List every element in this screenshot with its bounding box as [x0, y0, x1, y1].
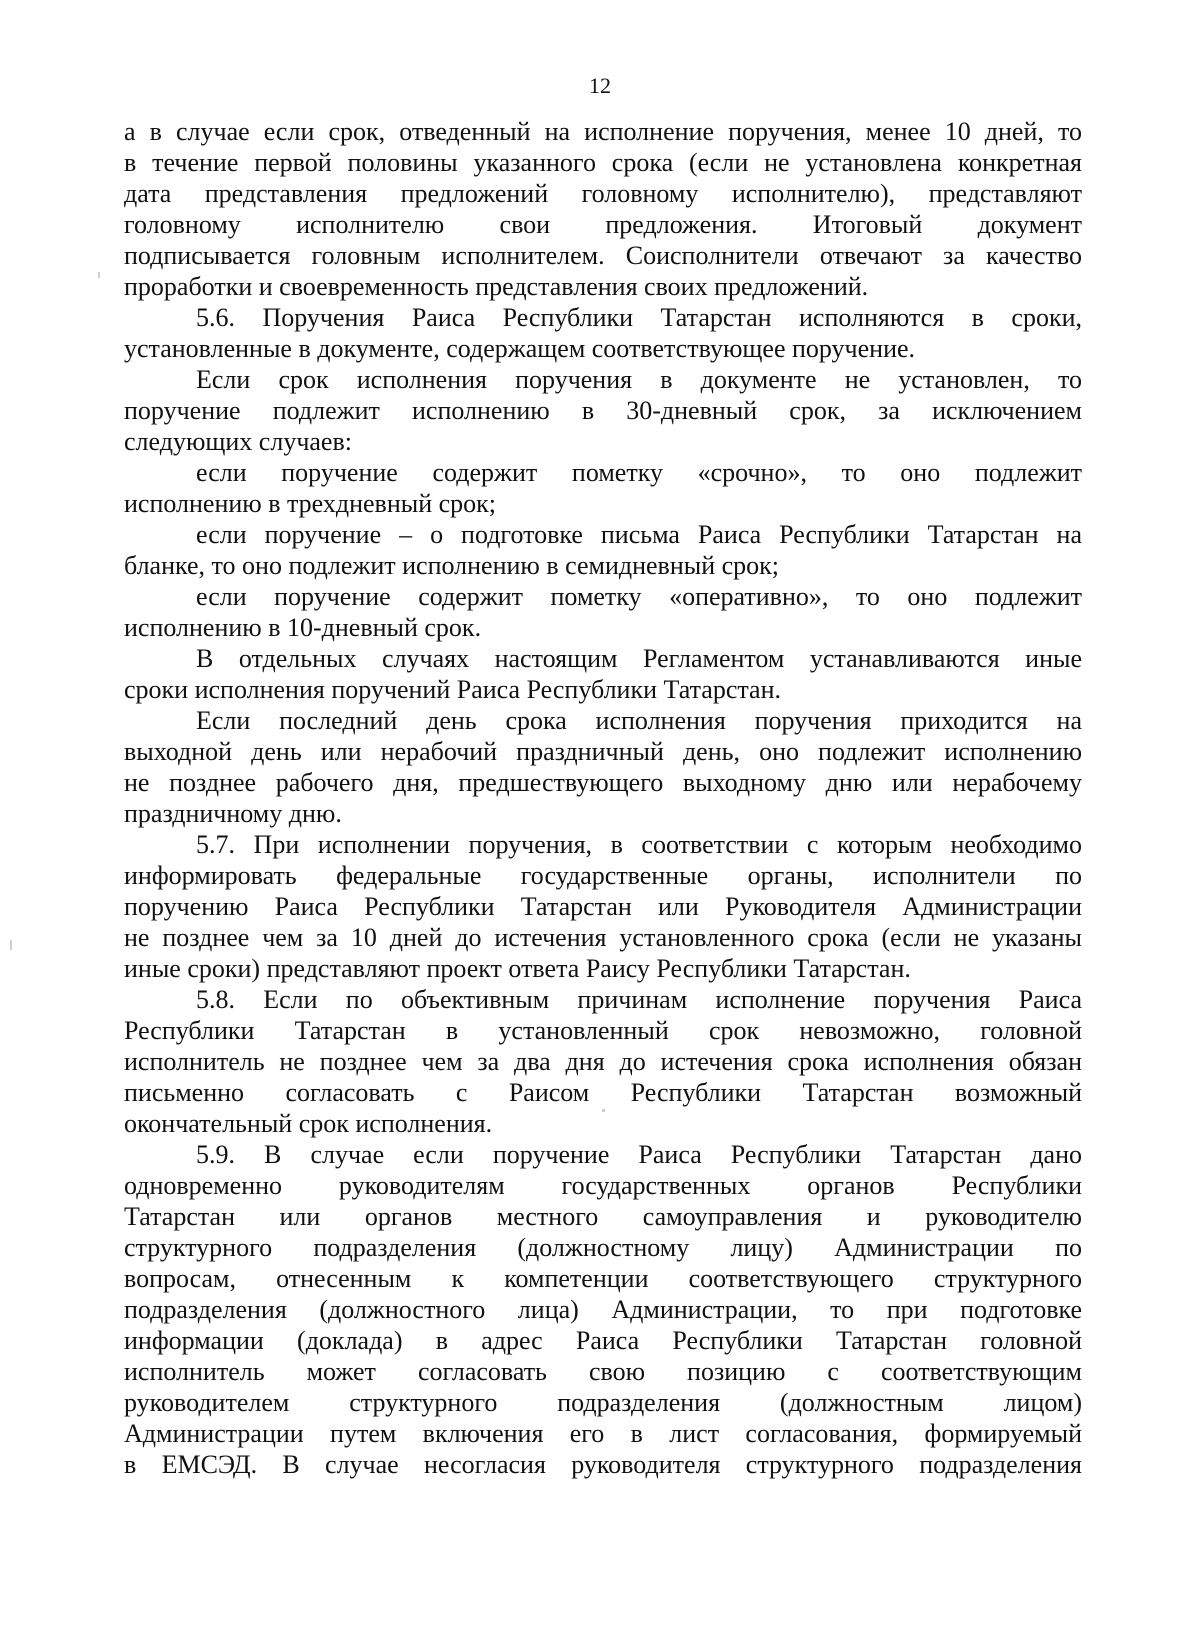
- text-line: 5.8. Если по объективным причинам исполнение поручения Раиса: [196, 985, 1082, 1014]
- text-line: одновременно руководителям государственных органов Республики: [124, 1171, 1082, 1200]
- text-line: если поручение содержит пометку «оперативно», то оно подлежит: [196, 582, 1082, 611]
- text-line: сроки исполнения поручений Раиса Республики Татарстан.: [124, 675, 781, 704]
- text-line: установленные в документе, содержащем соответствующее поручение.: [124, 334, 916, 363]
- text-line: 5.9. В случае если поручение Раиса Республики Татарстан дано: [196, 1140, 1082, 1169]
- text-line: проработки и своевременность представления своих предложений.: [124, 272, 869, 301]
- text-line: подразделения (должностного лица) Администрации, то при подготовке: [124, 1295, 1082, 1324]
- text-line: исполнению в трехдневный срок;: [124, 489, 497, 518]
- text-line: выходной день или нерабочий праздничный день, оно подлежит исполнению: [124, 737, 1082, 766]
- text-line: не позднее рабочего дня, предшествующего выходному дню или нерабочему: [124, 768, 1082, 797]
- text-line: если поручение содержит пометку «срочно», то оно подлежит: [196, 458, 1082, 487]
- text-line: головному исполнителю свои предложения. Итоговый документ: [124, 210, 1082, 239]
- text-line: исполнитель не позднее чем за два дня до истечения срока исполнения обязан: [124, 1047, 1082, 1076]
- scan-speck: [98, 272, 100, 278]
- text-line: Если срок исполнения поручения в документе не установлен, то: [196, 365, 1082, 394]
- text-line: окончательный срок исполнения.: [124, 1109, 493, 1138]
- text-line: иные сроки) представляют проект ответа Раису Республики Татарстан.: [124, 954, 911, 983]
- text-line: поручение подлежит исполнению в 30-дневный срок, за исключением: [124, 396, 1082, 425]
- text-line: в течение первой половины указанного срока (если не установлена конкретная: [124, 148, 1082, 177]
- text-line: письменно согласовать с Раисом Республики Татарстан возможный: [124, 1078, 1082, 1107]
- text-line: структурного подразделения (должностному лицу) Администрации по: [124, 1233, 1082, 1262]
- text-line: вопросам, отнесенным к компетенции соответствующего структурного: [124, 1264, 1082, 1293]
- text-line: исполнению в 10-дневный срок.: [124, 613, 482, 642]
- text-line: а в случае если срок, отведенный на исполнение поручения, менее 10 дней, то: [124, 117, 1082, 146]
- text-line: 5.7. При исполнении поручения, в соответствии с которым необходимо: [196, 830, 1082, 859]
- body-text: [124, 116, 1082, 1480]
- text-line: дата представления предложений головному исполнителю), представляют: [124, 179, 1082, 208]
- text-line: Татарстан или органов местного самоуправления и руководителю: [124, 1202, 1082, 1231]
- text-line: праздничному дню.: [124, 799, 342, 828]
- text-line: поручению Раиса Республики Татарстан или Руководителя Администрации: [124, 892, 1082, 921]
- text-line: Республики Татарстан в установленный срок невозможно, головной: [124, 1016, 1082, 1045]
- text-line: Администрации путем включения его в лист согласования, формируемый: [124, 1419, 1082, 1448]
- scan-speck: [602, 1109, 605, 1112]
- text-line: если поручение – о подготовке письма Раиса Республики Татарстан на: [196, 520, 1082, 549]
- text-line: подписывается головным исполнителем. Соисполнители отвечают за качество: [124, 241, 1082, 270]
- text-line: бланке, то оно подлежит исполнению в семидневный срок;: [124, 551, 780, 580]
- text-line: не позднее чем за 10 дней до истечения установленного срока (если не указаны: [124, 923, 1082, 952]
- text-line: 5.6. Поручения Раиса Республики Татарстан исполняются в сроки,: [196, 303, 1082, 332]
- text-line: следующих случаев:: [124, 427, 352, 456]
- page-number: 12: [589, 73, 611, 98]
- text-line: В отдельных случаях настоящим Регламентом устанавливаются иные: [196, 644, 1082, 673]
- text-line: в ЕМСЭД. В случае несогласия руководителя структурного подразделения: [124, 1450, 1082, 1479]
- text-line: информации (доклада) в адрес Раиса Республики Татарстан головной: [124, 1326, 1082, 1355]
- text-line: руководителем структурного подразделения (должностным лицом): [124, 1388, 1082, 1417]
- text-line: информировать федеральные государственные органы, исполнители по: [124, 861, 1082, 890]
- scan-speck: [10, 940, 12, 950]
- text-line: исполнитель может согласовать свою позицию с соответствующим: [124, 1357, 1082, 1386]
- text-line: Если последний день срока исполнения поручения приходится на: [196, 706, 1082, 735]
